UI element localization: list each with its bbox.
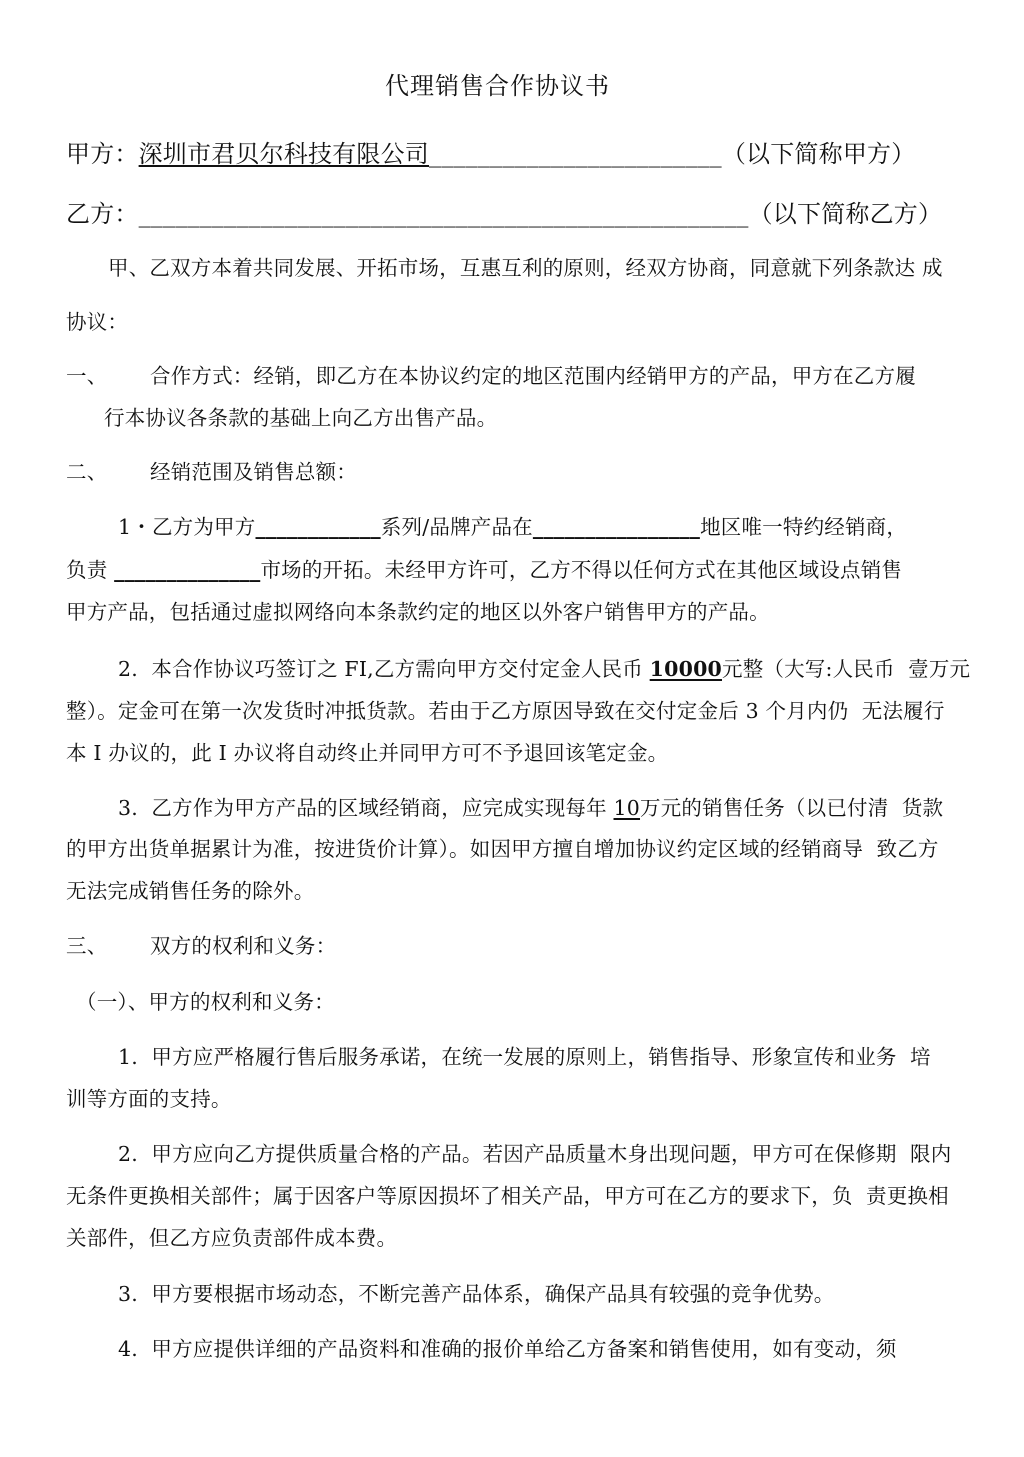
party-a-suffix: （以下简称甲方）	[721, 140, 916, 168]
clause-1-blank-series: ____________	[255, 515, 381, 539]
party-a-line	[66, 138, 915, 170]
clause-3-text-b: 万元的销售任务（以已付清 货款	[640, 796, 944, 820]
section-2-number: 二、	[66, 460, 108, 484]
party-a-blank: ________________________	[429, 140, 722, 168]
party-b-label: 乙方：	[66, 200, 139, 228]
duty-3-line: 3. 甲方要根据市场动态，不断完善产品体系，确保产品具有较强的竞争优势。	[118, 1282, 835, 1306]
duty-2-line-3: 关部件，但乙方应负责部件成本费。	[66, 1226, 398, 1250]
subsection-1-heading: （一）、甲方的权利和义务：	[76, 990, 335, 1014]
document-title: 代理销售合作协议书	[385, 72, 610, 100]
section-3-number: 三、	[66, 934, 108, 958]
clause-2-line-1	[118, 655, 970, 683]
clause-1-line-1	[118, 513, 907, 541]
clause-2-text-a: 2. 本合作协议巧签订之 FI,乙方需向甲方交付定金人民币	[118, 657, 650, 681]
section-2-heading: 经销范围及销售总额：	[150, 460, 357, 484]
party-a-label: 甲方：	[66, 140, 139, 168]
clause-1-text-e: 市场的开拓。未经甲方许可，乙方不得以任何方式在其他区域设点销售	[260, 558, 903, 582]
intro-line-2: 协议：	[66, 310, 129, 334]
section-1-line-1: 合作方式：经销，即乙方在本协议约定的地区范围内经销甲方的产品，甲方在乙方履	[150, 364, 916, 388]
clause-2-line-3: 本 I 办议的，此 I 办议将自动终止并同甲方可不予退回该笔定金。	[66, 741, 669, 765]
clause-3-text-a: 3. 乙方作为甲方产品的区域经销商，应完成实现每年	[118, 796, 614, 820]
section-1-line-2: 行本协议各条款的基础上向乙方出售产品。	[104, 406, 498, 430]
duty-2-line-2: 无条件更换相关部件；属于因客户等原因损坏了相关产品，甲方可在乙方的要求下，负 责更换相	[66, 1184, 949, 1208]
clause-1-blank-region: ________________	[532, 515, 701, 539]
clause-1-text-c: 地区唯一特约经销商，	[700, 515, 908, 539]
party-b-line	[66, 198, 942, 230]
clause-1-line-3: 甲方产品，包括通过虚拟网络向本条款约定的地区以外客户销售甲方的产品。	[66, 600, 770, 624]
clause-3-line-1	[118, 794, 943, 822]
clause-1-blank-market: ______________	[114, 558, 261, 582]
section-3-heading: 双方的权利和义务：	[150, 934, 337, 958]
party-a-company: 深圳市君贝尔科技有限公司	[138, 140, 430, 168]
party-b-suffix: （以下简称乙方）	[748, 200, 943, 228]
clause-2-deposit-amount: 10000	[649, 657, 722, 681]
duty-1-line-2: 训等方面的支持。	[66, 1087, 232, 1111]
clause-1-text-a: 1・乙方为甲方	[118, 515, 256, 539]
clause-2-text-b: 元整（大写:人民币 壹万元	[722, 657, 971, 681]
clause-2-line-2: 整）。定金可在第一次发货时冲抵货款。若由于乙方原因导致在交付定金后 3 个月内仍 无法履行	[66, 699, 945, 723]
clause-3-line-3: 无法完成销售任务的除外。	[66, 879, 315, 903]
clause-1-line-2	[66, 556, 902, 584]
party-b-blank: __________________________________________________	[138, 200, 749, 228]
clause-3-line-2: 的甲方出货单据累计为准，按进货价计算）。如因甲方擅自增加协议约定区域的经销商导 致乙方	[66, 837, 939, 861]
duty-1-line-1: 1. 甲方应严格履行售后服务承诺，在统一发展的原则上，销售指导、形象宣传和业务 培	[118, 1045, 931, 1069]
duty-4-line: 4. 甲方应提供详细的产品资料和准确的报价单给乙方备案和销售使用，如有变动，须	[118, 1337, 897, 1361]
intro-line-1: 甲、乙双方本着共同发展、开拓市场，互惠互利的原则，经双方协商，同意就下列条款达 成	[108, 256, 943, 280]
clause-1-text-d: 负责	[66, 558, 115, 582]
clause-1-text-b: 系列/品牌产品在	[380, 515, 533, 539]
duty-2-line-1: 2. 甲方应向乙方提供质量合格的产品。若因产品质量木身出现问题，甲方可在保修期 限内	[118, 1142, 952, 1166]
clause-3-sales-target: 10	[613, 796, 641, 820]
section-1-number: 一、	[66, 364, 108, 388]
